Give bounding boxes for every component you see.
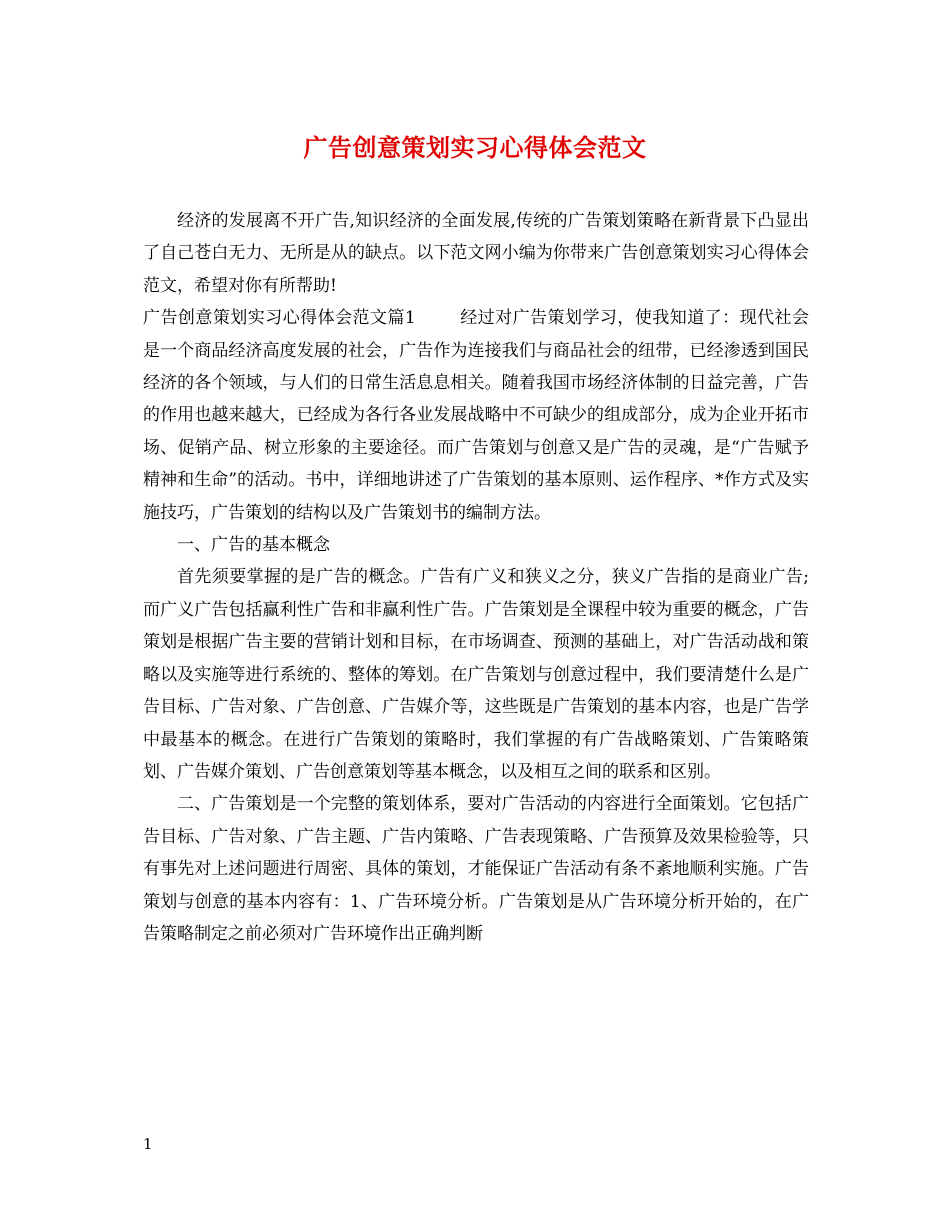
section-1-text: 经过对广告策划学习，使我知道了：现代社会是一个商品经济高度发展的社会，广告作为连接我们与商品社会的纽带，已经渗透到国民经济的各个领域，与人们的日常生活息息相关。随着我国市场经济体制的日益完善，广告的作用也越来越大，已经成为各行各业发展战略中不可缺少的组成部分，成为企业开拓市场、促销产品、树立形象的主要途径。而广告策划与创意又是广告的灵魂，是“广告赋予精神和生命”的活动。书中，详细地讲述了广告策划的基本原则、运作程序、*作方式及实施技巧，广告策划的结构以及广告策划书的编制方法。 [143, 308, 809, 523]
page-number: 1 [143, 1135, 153, 1153]
subheading-basic-concept: 一、广告的基本概念 [177, 535, 330, 556]
section-1-paragraph [143, 302, 809, 529]
section-1-heading: 广告创意策划实习心得体会范文篇1 [143, 308, 416, 329]
intro-paragraph: 经济的发展离不开广告,知识经济的全面发展,传统的广告策划策略在新背景下凸显出了自己苍白无力、无所是从的缺点。以下范文网小编为你带来广告创意策划实习心得体会范文，希望对你有所帮助! [143, 211, 809, 296]
concept-paragraph: 首先须要掌握的是广告的概念。广告有广义和狭义之分，狭义广告指的是商业广告;而广义广告包括赢利性广告和非赢利性广告。广告策划是全课程中较为重要的概念，广告策划是根据广告主要的营销计划和目标，在市场调查、预测的基础上，对广告活动战和策略以及实施等进行系统的、整体的筹划。在广告策划与创意过程中，我们要清楚什么是广告目标、广告对象、广告创意、广告媒介等，这些既是广告策划的基本内容，也是广告学中最基本的概念。在进行广告策划的策略时，我们掌握的有广告战略策划、广告策略策划、广告媒介策划、广告创意策划等基本概念，以及相互之间的联系和区别。 [143, 567, 809, 782]
document-body [143, 205, 809, 950]
planning-system-paragraph: 二、广告策划是一个完整的策划体系，要对广告活动的内容进行全面策划。它包括广告目标、广告对象、广告主题、广告内策略、广告表现策略、广告预算及效果检验等，只有事先对上述问题进行周密、具体的策划，才能保证广告活动有条不紊地顺利实施。广告策划与创意的基本内容有：1、广告环境分析。广告策划是从广告环境分析开始的，在广告策略制定之前必须对广告环境作出正确判断 [143, 794, 809, 944]
document-title: 广告创意策划实习心得体会范文 [303, 133, 647, 162]
